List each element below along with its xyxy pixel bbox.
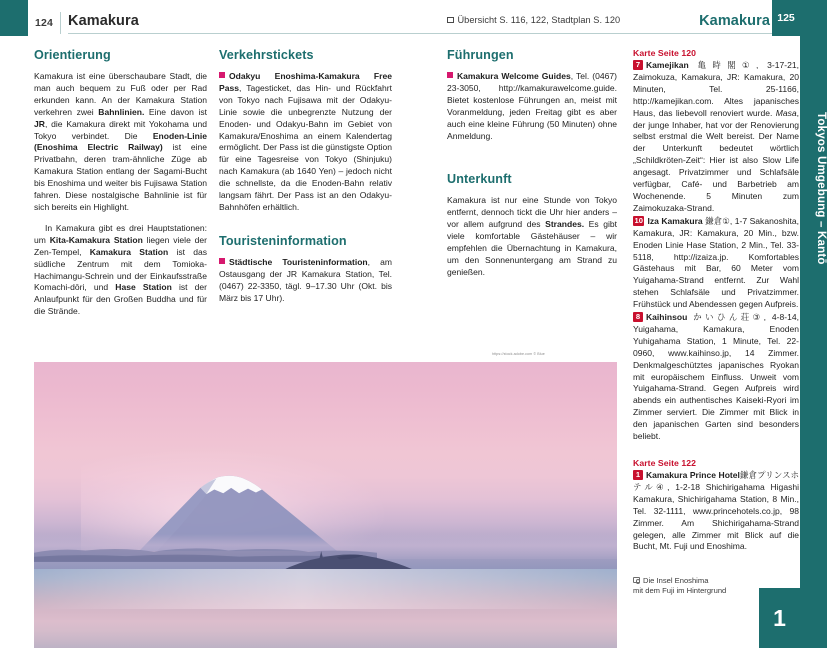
- photo-credit: https://stock.adobe.com © Blue: [492, 352, 545, 356]
- listing-kamakura-prince-hotel: 1 Kamakura Prince Hotel鎌倉プリンスホテル④, 1-2-18 Shichirigahama Higashi Kamakura, Shichirigahama Station, 8 Min., Tel. 32-1111, www.princehotels.co.jp, 98 Zimmer. Am Shichirigahama-Strand gelegen, alle Zimmer mit Blick auf die Bucht, Mt. Fuji und Enoshima.: [633, 470, 799, 552]
- column-orientierung: [34, 48, 207, 318]
- header-rule-stub: [60, 12, 61, 34]
- map-number-badge: 7: [633, 60, 643, 70]
- orientierung-paragraph-2: In Kamakura gibt es drei Hauptstationen: um Kita-Kamakura Station liegen viele der Zen-Tempel, Kamakura Station ist das südliche Zentrum mit dem Tomioka-Hachimangu-Schrein und der Einkaufsstraße Komachi-dōri, und Hase Station ist der Anlaufpunkt für den Großen Buddha und für die Strände.: [34, 222, 208, 317]
- header-left-tab: [0, 0, 28, 36]
- camera-icon: [633, 577, 640, 583]
- header-divider: [68, 33, 806, 34]
- header-title-left: Kamakura: [68, 13, 139, 29]
- map-number-badge: 10: [634, 215, 643, 225]
- section-heading-unterkunft: Unterkunft: [447, 172, 512, 187]
- map-number-badge: 8: [633, 312, 643, 322]
- listing-kaihinsou: 8 Kaihinsou かいひん荘③, 4-8-14, Yuigahama, Kamakura, Enoden Yuhigahama Station, 1 Minute, Tel. 22-0960, www.kaihinso.jp, 14 Zimmer. Denkmalgeschütztes japanisches Ryokan mit europäischem Einfluss. Unweit vom Yuigahama-Strand. Gegen Aufpreis wird abends ein authentisches Kaiseki-Ryori im Zimmer serviert. Die Zimmer mit Blick in den japanischen Garten sind besonders beliebt.: [633, 312, 799, 442]
- map-number-badge: 1: [633, 470, 643, 480]
- column-fuehrungen: [447, 48, 617, 279]
- column-unterkunft-listings: [633, 48, 799, 554]
- page-number-left: 124: [34, 17, 54, 29]
- karte-seite-120-label: Karte Seite 120: [633, 48, 697, 58]
- checkbox-icon: [447, 17, 454, 24]
- photo-caption-line-2: mit dem Fuji im Hintergrund: [633, 586, 727, 596]
- entry-staedtische-touristeninformation: Städtische Touristeninformation, am Ostausgang der JR Kamakura Station, Tel. (0467) 22-3350, tägl. 9–17.30 Uhr (Okt. bis März bis 17 Uhr).: [219, 256, 392, 303]
- orientierung-paragraph-1: Kamakura ist eine überschaubare Stadt, die man auch bequem zu Fuß oder per Rad erkunden kann. An der Kamakura Station verkehren zwei Bahnlinien. Eine davon ist JR, die Kamakura direkt mit Yokohama und Tokyo verbindet. Die Enoden-Linie (Enoshima Electric Railway) ist eine Privatbahn, deren tram-ähnliche Züge ab Kamakura Station entlang der Sagami-Bucht bis Enoshima und weiter bis Fujisawa Station fahren. Diese nostalgische Bahnlinie ist für sich bereits ein Highlight.: [34, 71, 207, 212]
- page-number-right: 125: [772, 0, 800, 36]
- listing-iza-kamakura: 10 Iza Kamakura 鎌倉①, 1-7 Sakanoshita, Kamakura, JR: Kamakura, 20 Min., bzw. Enoden Linie Hase Station, 2 Min., Tel. 33-5118, http://izaiza.jp. Komfortables Gästehaus mit Bar, 60 Meter vom Yuigahama-Strand entfernt. Zur Wahl stehen Schlafsäle und Privatzimmer. Frühstück und Abendessen gegen Aufpreis.: [633, 215, 800, 310]
- bullet-square-icon: [447, 72, 453, 78]
- header-title-right: Kamakura: [699, 13, 770, 29]
- section-heading-verkehrstickets: Verkehrstickets: [219, 48, 314, 62]
- bullet-square-icon: [219, 72, 225, 78]
- column-verkehrstickets: [219, 48, 392, 305]
- section-heading-fuehrungen: Führungen: [447, 48, 514, 62]
- photo-caption-line-1: Die Insel Enoshima: [643, 576, 709, 585]
- photo-sea-reflection: [34, 569, 617, 609]
- entry-odakyu-free-pass: Odakyu Enoshima-Kamakura Free Pass, Tagesticket, das Hin- und Rückfahrt von Tokyo nach Fujisawa mit der Odakyu-Linie sowie die unbegrenzte Nutzung der Enoden- und Odakyu-Bahn im Gebiet von Kamakura/Enoshima an einem Kalendertag ermöglicht. Der Pass ist die günstigste Option für eine Tagesreise von Tokyo (Shinjuku) nach Kamakura (ab 1640 Yen) – jedoch nicht die schnellste, da die Enoden-Bahn relativ langsam fährt. Der Pass ist an den Odakyu-Bahnhöfen erhältlich.: [219, 71, 392, 212]
- chapter-number-block: 1: [759, 588, 800, 648]
- unterkunft-paragraph: Kamakura ist nur eine Stunde von Tokyo entfernt, dennoch tickt die Uhr hier anders – vor allem aufgrund des Strandes. Es gibt viele komfortable Gästehäuser – wir empfehlen die Übernachtung in Kamakura, um den Sonnenuntergang am Strand zu genießen.: [447, 195, 617, 277]
- bullet-square-icon: [219, 258, 225, 264]
- header-cross-reference: [447, 15, 620, 25]
- karte-seite-122-label: Karte Seite 122: [633, 458, 697, 468]
- chapter-side-tab-label: Tokyos Umgebung – Kantō: [815, 111, 827, 265]
- photo-enoshima-fuji: [34, 362, 617, 648]
- listing-kamejikan: 7 Kamejikan 亀時閣①, 3-17-21, Zaimokuza, Kamakura, JR: Kamakura, 20 Minuten, Tel. 25-1166, http://kamejikan.com. Altes japanisches Haus, das liebevoll renoviert wurde. Masa, der junge Inhaber, hat vor der Renovierung selbst erstmal die Welt bereist. Der Name der Unterkunft bedeutet wörtlich „Schildkröten-Zeit“: Hier ist also Slow Life angesagt. Privatzimmer und Schlafsäle verfügbar, Café- und Barbetrieb am Wochenende. 5 Minuten zum Zaimokuzaka-Strand.: [633, 60, 799, 213]
- header-cross-reference-label: Übersicht S. 116, 122, Stadtplan S. 120: [457, 15, 621, 25]
- section-heading-orientierung: Orientierung: [34, 48, 111, 62]
- entry-kamakura-welcome-guides: Kamakura Welcome Guides, Tel. (0467) 23-3050, http://kamakurawelcome.guide. Bietet kostenlose Führungen an, meist mit Voranmeldung, jeden Freitag gibt es aber auch eine kleine Führung (50 Minuten) ohne Anmeldung.: [447, 71, 617, 141]
- section-heading-touristeninformation: Touristeninformation: [219, 233, 347, 248]
